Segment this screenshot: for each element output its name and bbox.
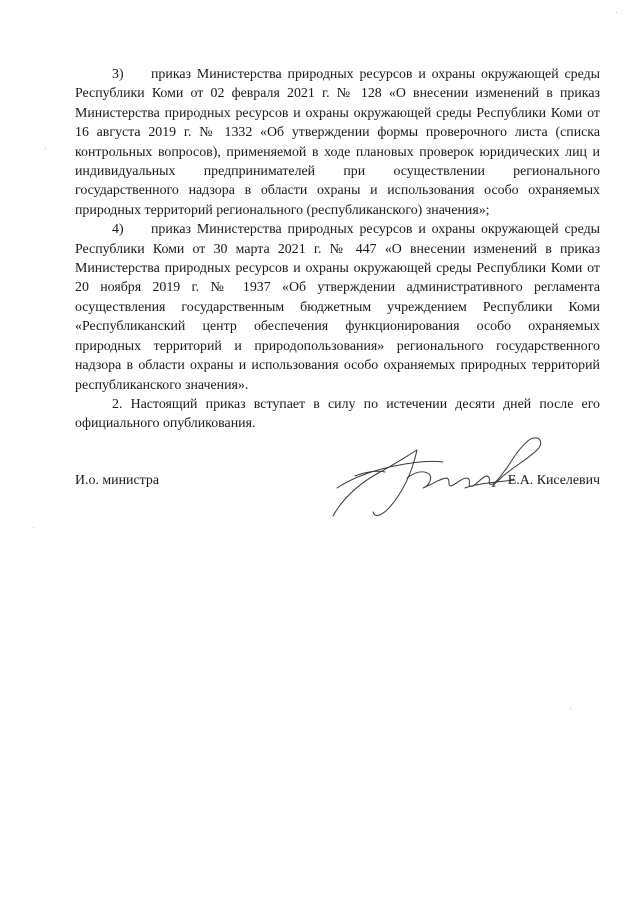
list-item-3 [75,65,600,220]
scan-speck [45,148,46,149]
item-number-3: 3) [112,67,124,82]
scan-speck [616,12,617,13]
clause-2: 2. Настоящий приказ вступает в силу по истечении десяти дней после его официального опубликования. [75,396,600,432]
scan-speck [33,527,34,528]
item-text-4: приказ Министерства природных ресурсов и охраны окружающей среды Республики Коми от 30 марта 2021 г. № 447 «О внесении изменений в приказ Министерства природных ресурсов и охраны окружающей среды Республики Коми от 20 ноября 2019 г. № 1937 «Об утверждении административного регламента осуществления государственным бюджетным учреждением Республики Коми «Республиканский центр обеспечения функционирования особо охраняемых природных территорий и природопользования» регионального государственного надзора в области охраны и использования особо охраняемых природных территорий республиканского значения». [75,222,600,393]
signatory-title: И.о. министра [75,473,160,488]
list-item-4 [75,220,600,395]
signature-block [75,471,600,493]
item-number-4: 4) [112,222,124,238]
document-body [75,65,600,434]
signatory-name: Е.А. Киселевич [507,473,600,488]
item-text-3: приказ Министерства природных ресурсов и охраны окружающей среды Республики Коми от 02 февраля 2021 г. № 128 «О внесении изменений в приказ Министерства природных ресурсов и охраны окружающей среды Республики Коми от 16 августа 2019 г. № 1332 «Об утверждении формы проверочного листа (списка контрольных вопросов), применяемой в ходе плановых проверок юридических лиц и индивидуальных предпринимателей при осуществлении регионального государственного надзора в области охраны и использования особо охраняемых природных территорий регионального (республиканского) значения»; [75,67,600,218]
scan-speck [570,708,571,709]
